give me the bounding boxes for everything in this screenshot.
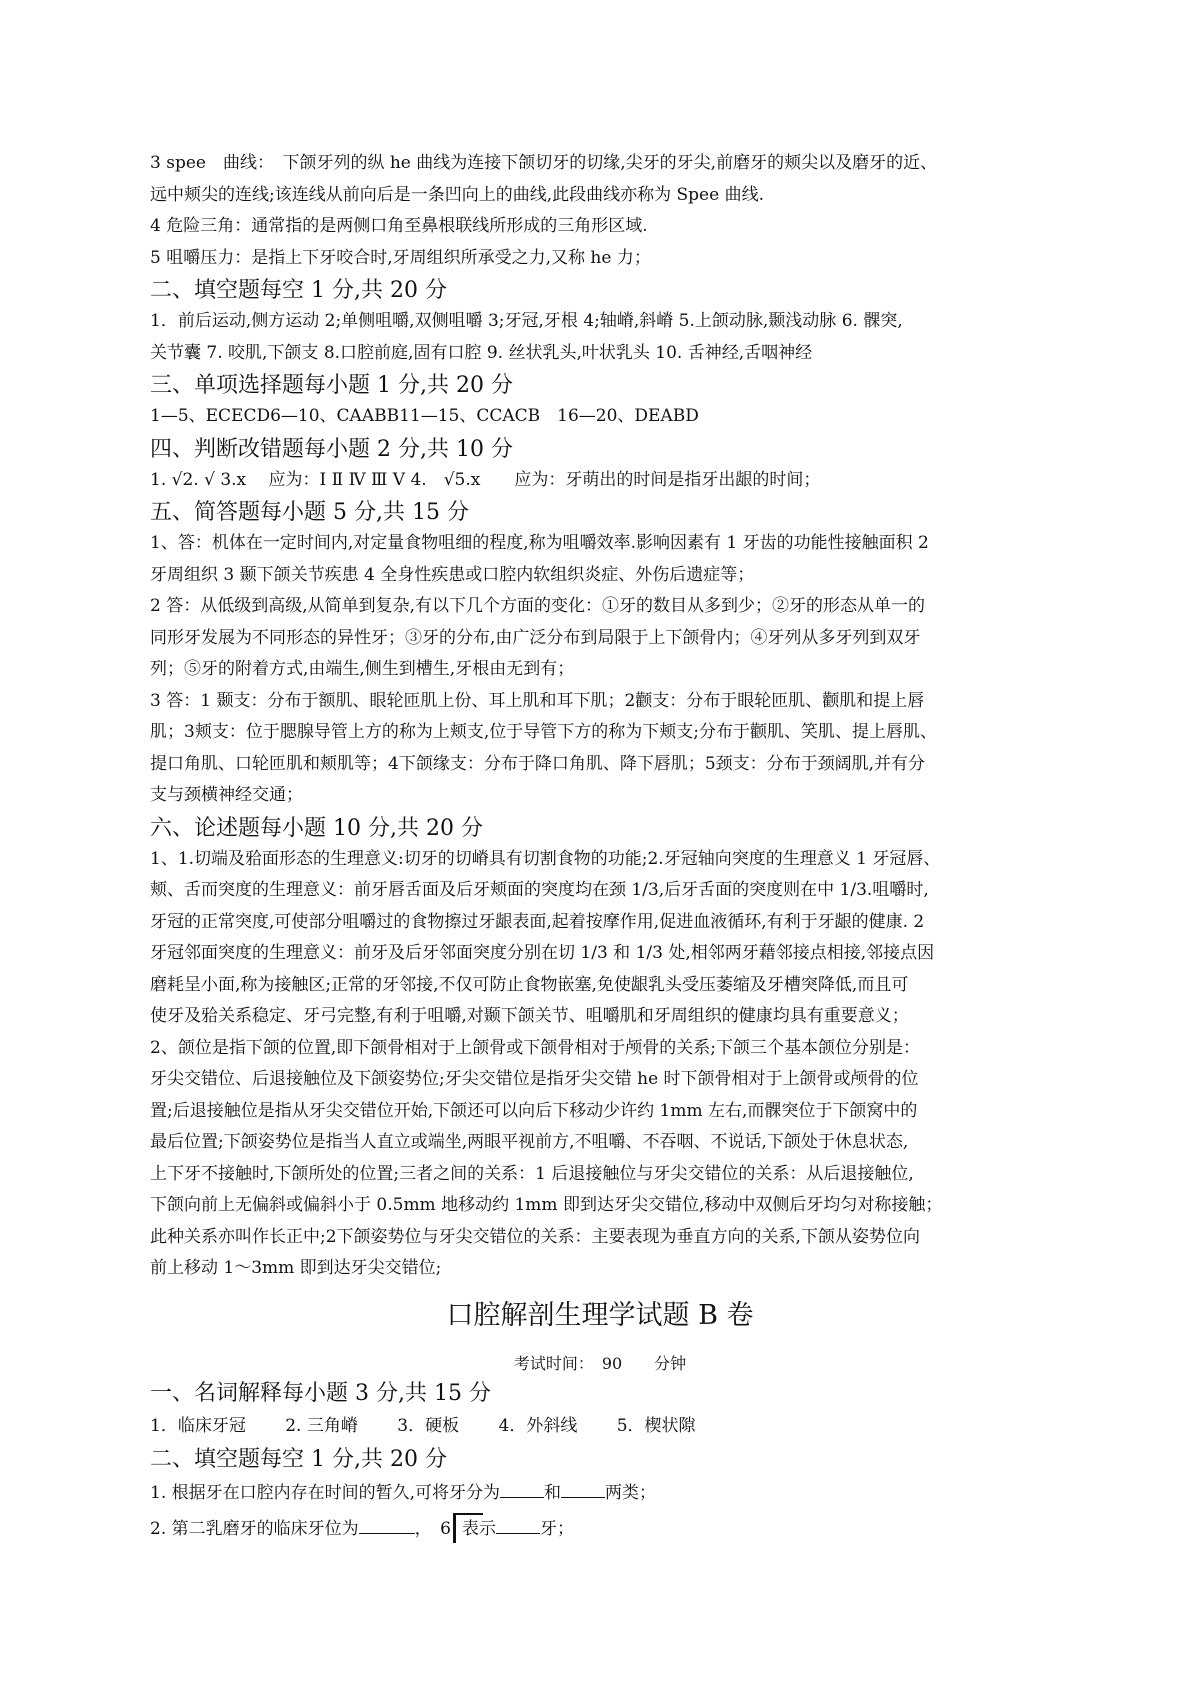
short-answer-2-line-2: 同形牙发展为不同形态的异性牙；③牙的分布,由广泛分布到局限于上下颌骨内；④牙列从多牙列到双牙	[150, 627, 921, 648]
essay-1-line-1: 1、1.切端及𬌗面形态的生理意义:切牙的切嵴具有切割食物的功能;2.牙冠轴向突度的生理意义 1 牙冠唇、	[150, 848, 941, 869]
fill-question-2	[150, 1511, 1050, 1547]
danger-triangle-line: 4 危险三角：通常指的是两侧口角至鼻根联线所形成的三角形区域.	[150, 216, 648, 236]
short-answer-3-line-2: 肌；3颊支：位于腮腺导管上方的称为上颊支,位于导管下方的称为下颊支;分布于颧肌、笑肌、提上唇肌、	[150, 722, 937, 742]
term-item: 4．外斜线	[498, 1415, 578, 1436]
true-false-section-title: 四、判断改错题每小题 2 分,共 10 分	[150, 436, 513, 462]
answer-blank	[359, 1519, 415, 1534]
essay-2-line-2: 牙尖交错位、后退接触位及下颌姿势位;牙尖交错位是指牙尖交错 he 时下颌骨相对于上颌骨或颅骨的位	[150, 1069, 919, 1089]
essay-2-line-4: 最后位置;下颌姿势位是指当人直立或端坐,两眼平视前方,不咀嚼、不吞咽、不说话,下颌处于休息状态,	[150, 1132, 909, 1152]
fill-question-2-text: 2. 第二乳磨牙的临床牙位为	[150, 1518, 359, 1539]
term-item: 5．楔状隙	[616, 1415, 696, 1436]
fill-blank-answers-line-1: 1．前后运动,侧方运动 2;单侧咀嚼,双侧咀嚼 3;牙冠,牙根 4;轴嵴,斜嵴 5.上颌动脉,颞浅动脉 6. 髁突,	[150, 311, 903, 331]
essay-section-title: 六、论述题每小题 10 分,共 20 分	[150, 815, 483, 841]
essay-1-line-4: 牙冠邻面突度的生理意义：前牙及后牙邻面突度分别在切 1/3 和 1/3 处,相邻两牙藉邻接点相接,邻接点因	[150, 943, 935, 963]
fill-blank-answers-line-2: 关节囊 7. 咬肌,下颌支 8.口腔前庭,固有口腔 9. 丝状乳头,叶状乳头 10. 舌神经,舌咽神经	[150, 342, 813, 363]
short-answer-3-line-1: 3 答：1 颞支：分布于额肌、眼轮匝肌上份、耳上肌和耳下肌；2颧支：分布于眼轮匝肌、颧肌和提上唇	[150, 690, 925, 711]
fill-question-2-mid: ， 6	[414, 1518, 451, 1539]
fill-question-2-symbol-text: 表示	[461, 1518, 496, 1539]
exam-b-title: 口腔解剖生理学试题 B 卷	[446, 1299, 754, 1331]
fill-blank-b-questions	[150, 1475, 1050, 1547]
answer-blank	[561, 1483, 605, 1498]
fill-question-2-end: 牙；	[539, 1518, 574, 1539]
answer-blank	[496, 1519, 540, 1534]
short-answer-section-title: 五、简答题每小题 5 分,共 15 分	[150, 500, 469, 525]
short-answer-3-line-4: 支与颈横神经交通；	[150, 785, 303, 805]
essay-1-line-2: 颊、舌而突度的生理意义：前牙唇舌面及后牙颊面的突度均在颈 1/3,后牙舌面的突度则在中 1/3.咀嚼时,	[150, 880, 929, 900]
essay-2-line-3: 置;后退接触位是指从牙尖交错位开始,下颌还可以向后下移动少许约 1mm 左右,而髁突位于下颌窝中的	[150, 1100, 918, 1121]
essay-2-line-6: 下颌向前上无偏斜或偏斜小于 0.5mm 地移动约 1mm 即到达牙尖交错位,移动中双侧后牙均匀对称接触；	[150, 1195, 943, 1215]
term-item: 1．临床牙冠	[150, 1415, 246, 1436]
fill-question-1-text: 1. 根据牙在口腔内存在时间的暂久,可将牙分为	[150, 1482, 501, 1503]
fill-blank-b-section-title: 二、填空题每空 1 分,共 20 分	[150, 1446, 447, 1472]
term-item: 2. 三角嵴	[285, 1415, 358, 1436]
fill-question-1-mid: 和	[544, 1482, 562, 1503]
essay-2-line-7: 此种关系亦叫作长正中;2下颌姿势位与牙尖交错位的关系：主要表现为垂直方向的关系,下颌从姿势位向	[150, 1226, 920, 1247]
essay-2-line-5: 上下牙不接触时,下颌所处的位置;三者之间的关系：1 后退接触位与牙尖交错位的关系：从后退接触位,	[150, 1163, 914, 1184]
essay-2-line-8: 前上移动 1～3mm 即到达牙尖交错位;	[150, 1258, 442, 1278]
exam-time: 考试时间： 90 分钟	[513, 1353, 687, 1373]
short-answer-1-line-2: 牙周组织 3 颞下颌关节疾患 4 全身性疾患或口腔内软组织炎症、外伤后遗症等；	[150, 564, 755, 585]
spee-curve-line-1: 3 spee 曲线： 下颌牙列的纵 he 曲线为连接下颌切牙的切缘,尖牙的牙尖,前磨牙的颊尖以及磨牙的近、	[150, 153, 938, 173]
chewing-force-line: 5 咀嚼压力：是指上下牙咬合时,牙周组织所承受之力,又称 he 力；	[150, 247, 651, 268]
tooth-quadrant-icon	[453, 1513, 456, 1543]
fill-blank-section-title: 二、填空题每空 1 分,共 20 分	[150, 278, 447, 303]
essay-1-line-3: 牙冠的正常突度,可使部分咀嚼过的食物擦过牙龈表面,起着按摩作用,促进血液循环,有利于牙龈的健康. 2	[150, 911, 925, 932]
single-choice-answers: 1—5、ECECD6—10、CAABB11—15、CCACB 16—20、DEABD	[150, 406, 699, 426]
document-content	[150, 148, 1050, 1547]
short-answer-2-line-3: 列；⑤牙的附着方式,由端生,侧生到槽生,牙根由无到有；	[150, 659, 575, 679]
short-answer-3-line-3: 提口角肌、口轮匝肌和颊肌等；4下颌缘支：分布于降口角肌、降下唇肌；5颈支：分布于颈阔肌,并有分	[150, 753, 926, 774]
term-definition-section-title: 一、名词解释每小题 3 分,共 15 分	[150, 1380, 491, 1406]
term-item: 3．硬板	[397, 1415, 460, 1436]
essay-1-line-5: 磨耗呈小面,称为接触区;正常的牙邻接,不仅可防止食物嵌塞,免使龈乳头受压萎缩及牙槽突降低,而且可	[150, 974, 909, 995]
fill-question-1-end: 两类；	[605, 1482, 657, 1503]
fill-question-1	[150, 1475, 1050, 1511]
spee-curve-line-2: 远中颊尖的连线;该连线从前向后是一条凹向上的曲线,此段曲线亦称为 Spee 曲线.	[150, 184, 764, 205]
short-answer-1-line-1: 1、答：机体在一定时间内,对定量食物咀细的程度,称为咀嚼效率.影响因素有 1 牙齿的功能性接触面积 2	[150, 533, 929, 553]
single-choice-section-title: 三、单项选择题每小题 1 分,共 20 分	[150, 373, 513, 398]
answer-blank	[500, 1483, 544, 1498]
true-false-answers: 1. √2. √ 3.x 应为：Ⅰ Ⅱ Ⅳ Ⅲ Ⅴ 4. √5.x 应为：牙萌出的时间是指牙出龈的时间；	[150, 469, 821, 490]
term-list	[150, 1409, 1050, 1443]
essay-2-line-1: 2、颌位是指下颌的位置,即下颌骨相对于上颌骨或下颌骨相对于颅骨的关系;下颌三个基本颌位分别是：	[150, 1037, 920, 1058]
short-answer-2-line-1: 2 答：从低级到高级,从简单到复杂,有以下几个方面的变化：①牙的数目从多到少；②牙的形态从单一的	[150, 596, 926, 616]
essay-1-line-6: 使牙及𬌗关系稳定、牙弓完整,有利于咀嚼,对颞下颌关节、咀嚼肌和牙周组织的健康均具有重要意义；	[150, 1006, 909, 1026]
